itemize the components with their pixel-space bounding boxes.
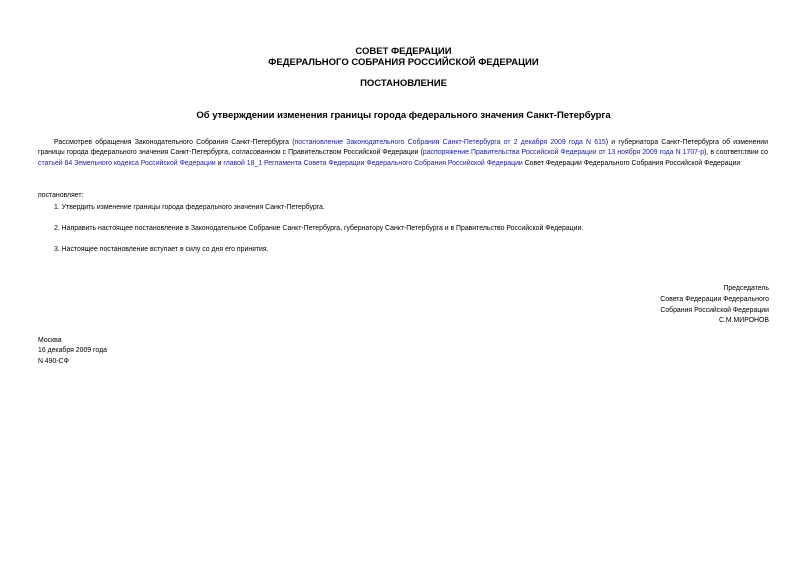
signatory-name: С.М.МИРОНОВ [719, 317, 769, 324]
org-title-line2: ФЕДЕРАЛЬНОГО СОБРАНИЯ РОССИЙСКОЙ ФЕДЕРАЦИИ [268, 57, 539, 68]
place-of-signing: Москва [38, 337, 62, 344]
link-zaks-resolution[interactable]: постановление Законодательного Собрания Санкт-Петербурга от 2 декабря 2009 года N 615 [294, 139, 606, 146]
resolution-item-2: 2. Направить настоящее постановление в Законодательное Собрание Санкт-Петербурга, губернатору Санкт-Петербурга и в Правительство Российской Федерации. [54, 225, 584, 232]
resolution-item-3: 3. Настоящее постановление вступает в силу со дня его принятия. [54, 246, 269, 253]
intro-paragraph [38, 138, 768, 169]
intro-text-2: ) и губернатора Санкт-Петербурга об изменении границы города федерального значения Санкт-Петербурга, согласованном с Правительством Российской Федерации ( [38, 139, 768, 157]
resolves-text: постановляет: [38, 192, 84, 199]
signing-date: 16 декабря 2009 года [38, 347, 107, 354]
doc-title: Об утверждении изменения границы города федерального значения Санкт-Петербурга [196, 110, 611, 121]
link-reglament-chapter[interactable]: главой 18_1 Регламента Совета Федерации Федерального Собрания Российской Федерации [223, 159, 523, 167]
intro-text-1: Рассмотрев обращения Законодательного Собрания Санкт-Петербурга ( [54, 139, 295, 146]
doc-type-heading: ПОСТАНОВЛЕНИЕ [360, 78, 447, 89]
intro-text-3: ), в соответствии со [704, 149, 768, 157]
link-government-order[interactable]: распоряжение Правительства Российской Федерации от 13 ноября 2009 года N 1707-р [422, 149, 705, 157]
intro-text-5: Совет Федерации Федерального Собрания Российской Федерации [522, 159, 741, 167]
org-title-line1: СОВЕТ ФЕДЕРАЦИИ [355, 46, 452, 57]
document-number: N 490-СФ [38, 358, 69, 365]
signature-title-line1: Председатель [723, 285, 769, 292]
link-land-code-article[interactable]: статьей 84 Земельного кодекса Российской Федерации [38, 159, 216, 167]
resolution-item-1: 1. Утвердить изменение границы города федерального значения Санкт-Петербурга. [54, 204, 325, 211]
signature-title-line2: Совета Федерации Федерального [660, 296, 769, 303]
intro-text-4: и [215, 159, 224, 167]
signature-title-line3: Собрания Российской Федерации [660, 307, 769, 314]
